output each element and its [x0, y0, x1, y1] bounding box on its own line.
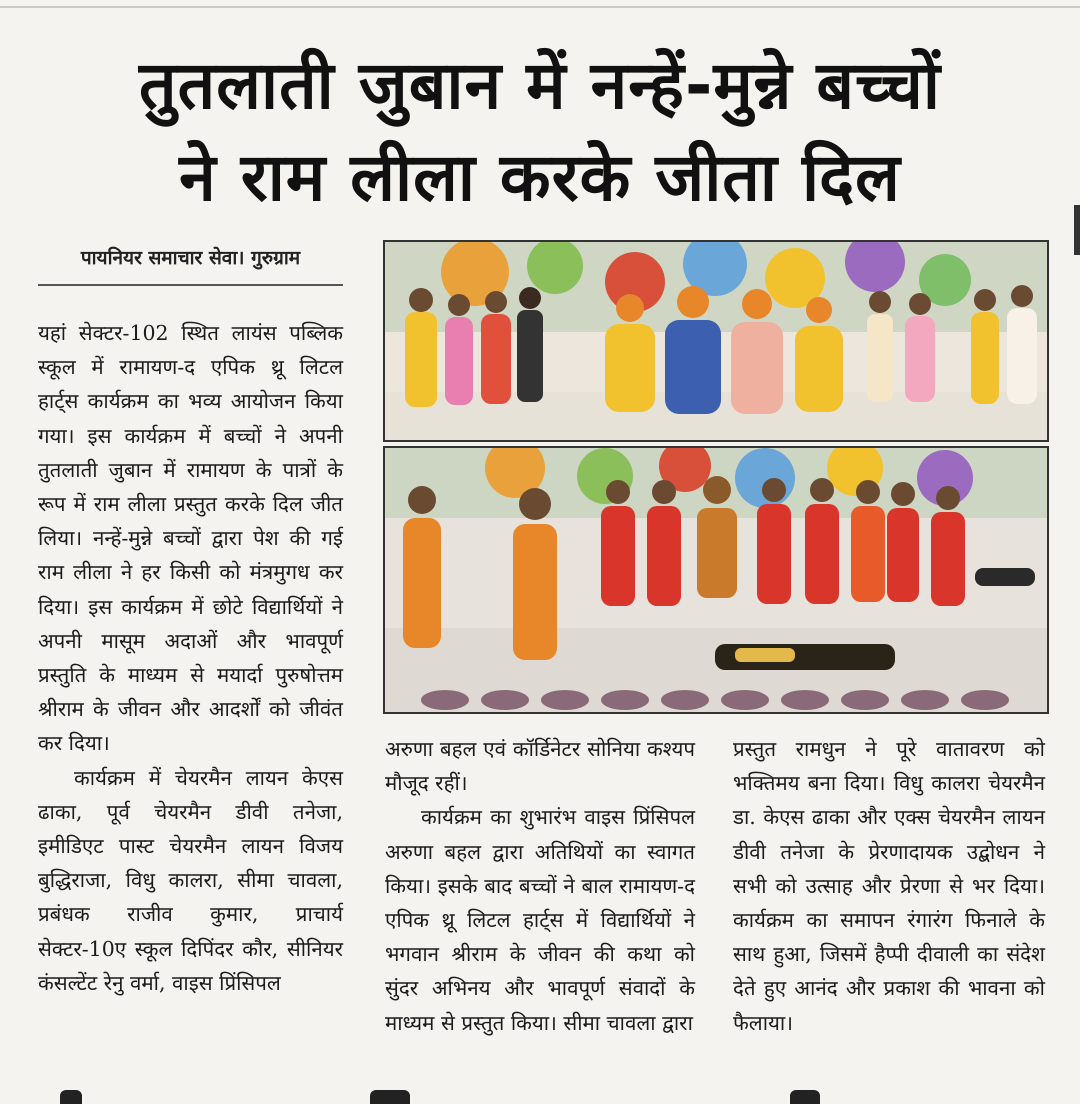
headline-line-2: ने राम लीला करके जीता दिल [179, 139, 901, 216]
headline [20, 40, 1060, 224]
article-column-3 [733, 732, 1045, 1040]
stage-photo-bottom-image [385, 448, 1047, 712]
paragraph: प्रस्तुत रामधुन ने पूरे वातावरण को भक्तिमय बना दिया। विधु कालरा चेयरमैन डा. केएस ढाका और एक्स चेयरमैन लायन डीवी तनेजा के प्रेरणादायक उद्बोधन ने सभी को उत्साह और प्रेरणा से भर दिया। कार्यक्रम का समापन रंगारंग फिनाले के साथ हुआ, जिसमें हैप्पी दीवाली का संदेश देते हुए आनंद और प्रकाश की भावना को फैलाया। [733, 737, 1045, 1035]
page-edge-bar [1074, 205, 1080, 255]
paragraph: कार्यक्रम में चेयरमैन लायन केएस ढाका, पूर्व चेयरमैन डीवी तनेजा, इमीडिएट पास्ट चेयरमैन लायन विजय बुद्धिराजा, विधु कालरा, सीमा चावला, प्रबंधक राजीव कुमार, प्राचार्य सेक्टर-10ए स्कूल दिपिंदर कौर, सीनियर कंसल्टेंट रेनु वर्मा, वाइस प्रिंसिपल [38, 765, 343, 995]
article-column-1 [38, 316, 343, 1000]
stage-photo-top-image [385, 242, 1047, 440]
paragraph: यहां सेक्टर-102 स्थित लायंस पब्लिक स्कूल में रामायण-द एपिक थ्रू लिटल हार्ट्स कार्यक्रम का भव्य आयोजन किया गया। इस कार्यक्रम में बच्चों ने अपनी तुतलाती जुबान में रामायण के पात्रों के रूप में राम लीला प्रस्तुत करके दिल जीत लिया। नन्हें-मुन्ने बच्चों द्वारा पेश की गई राम लीला ने हर किसी को मंत्रमुगध कर दिया। इस कार्यक्रम में छोटे विद्यार्थियों ने अपनी मासूम अदाओं और भावपूर्ण प्रस्तुति के माध्यम से मयार्दा पुरुषोत्तम श्रीराम के जीवन और आदर्शों को जीवंत कर दिया। [38, 321, 343, 756]
article-column-2 [385, 732, 695, 1040]
paragraph: अरुणा बहल एवं कॉर्डिनेटर सोनिया कश्यप मौजूद रहीं। [385, 737, 695, 796]
next-headline-cropped [0, 1084, 1080, 1104]
headline-line-1: तुतलाती जुबान में नन्हें-मुन्ने बच्चों [138, 47, 942, 124]
stage-photo-top [383, 240, 1049, 442]
top-rule [0, 6, 1080, 8]
paragraph: कार्यक्रम का शुभारंभ वाइस प्रिंसिपल अरुणा बहल द्वारा अतिथियों का स्वागत किया। इसके बाद बच्चों ने बाल रामायण-द एपिक थ्रू लिटल हार्ट्स में विद्यार्थियों ने भगवान श्रीराम के जीवन की कथा को सुंदर अभिनय और भावपूर्ण संवादों के माध्यम से प्रस्तुत किया। सीमा चावला द्वारा [385, 805, 695, 1035]
stage-photo-bottom [383, 446, 1049, 714]
dateline: पायनियर समाचार सेवा। गुरुग्राम [38, 238, 343, 286]
